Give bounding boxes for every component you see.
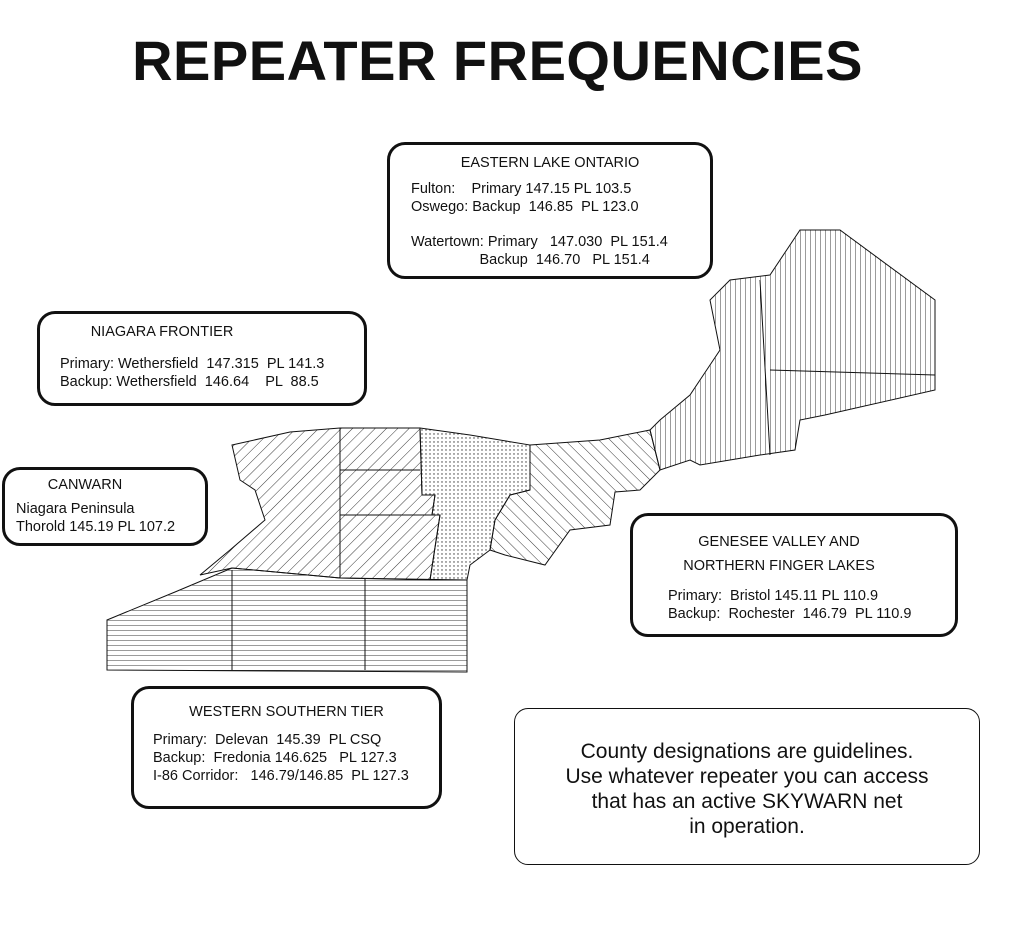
note-line: that has an active SKYWARN net: [591, 790, 903, 813]
frequency-line: Backup 146.70 PL 151.4: [411, 252, 650, 268]
region-heading: NORTHERN FINGER LAKES: [683, 558, 875, 574]
note-line: in operation.: [689, 815, 805, 838]
canwarn-box: [2, 467, 208, 546]
note-line: Use whatever repeater you can access: [565, 765, 929, 788]
frequency-line: Backup: Rochester 146.79 PL 110.9: [668, 606, 912, 622]
western-southern-tier-box: [131, 686, 442, 809]
region-heading: GENESEE VALLEY AND: [698, 534, 860, 550]
guidelines-note: [514, 708, 980, 865]
eastern-lake-ontario-box: [387, 142, 713, 279]
region-heading: NIAGARA FRONTIER: [90, 324, 234, 340]
frequency-line: Primary: Wethersfield 147.315 PL 141.3: [60, 356, 325, 372]
region-niagara-erie: [200, 428, 440, 580]
note-line: County designations are guidelines.: [580, 740, 914, 763]
frequency-line: Backup: Fredonia 146.625 PL 127.3: [153, 750, 397, 766]
niagara-frontier-box: [37, 311, 367, 406]
frequency-line: I-86 Corridor: 146.79/146.85 PL 127.3: [153, 768, 409, 784]
frequency-line: Fulton: Primary 147.15 PL 103.5: [411, 181, 632, 197]
genesee-valley-box: [630, 513, 958, 637]
frequency-line: Niagara Peninsula: [16, 501, 135, 517]
region-heading: EASTERN LAKE ONTARIO: [460, 155, 640, 171]
region-southern-tier: [107, 568, 467, 672]
frequency-line: Primary: Delevan 145.39 PL CSQ: [153, 732, 382, 748]
frequency-line: Backup: Wethersfield 146.64 PL 88.5: [60, 374, 319, 390]
frequency-line: Thorold 145.19 PL 107.2: [16, 519, 176, 535]
region-heading: CANWARN: [47, 477, 123, 493]
frequency-line: Primary: Bristol 145.11 PL 110.9: [668, 588, 879, 604]
region-heading: WESTERN SOUTHERN TIER: [189, 704, 384, 720]
frequency-line: Watertown: Primary 147.030 PL 151.4: [411, 234, 668, 250]
page-title: REPEATER FREQUENCIES: [132, 29, 863, 92]
frequency-line: Oswego: Backup 146.85 PL 123.0: [411, 199, 639, 215]
